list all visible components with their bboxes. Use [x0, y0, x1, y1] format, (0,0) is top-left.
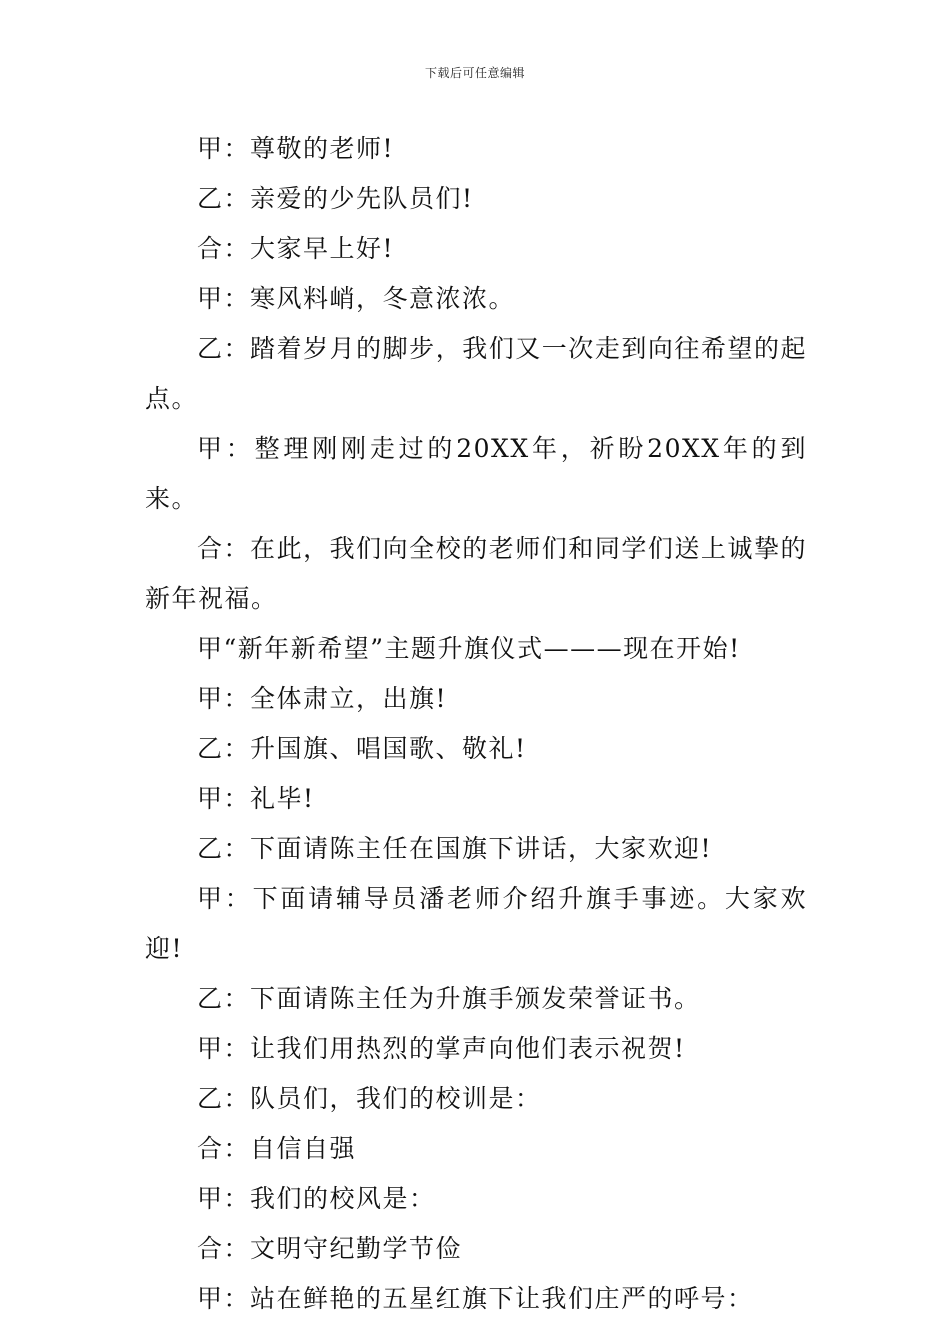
script-line: 甲：全体肃立，出旗!	[197, 684, 448, 713]
script-line: 合：大家早上好!	[197, 234, 395, 263]
script-line: 乙：下面请陈主任为升旗手颁发荣誉证书。	[197, 984, 701, 1013]
script-line: 甲：寒风料峭，冬意浓浓。	[197, 284, 516, 313]
script-line: 乙：亲爱的少先队员们!	[197, 184, 474, 213]
script-line: 乙：踏着岁月的脚步，我们又一次走到向往希望的起点。	[145, 334, 807, 413]
script-line: 合：自信自强	[197, 1134, 357, 1163]
script-line: 甲：下面请辅导员潘老师介绍升旗手事迹。大家欢迎!	[145, 884, 807, 963]
page-header-note: 下载后可任意编辑	[424, 66, 525, 80]
script-line: 甲：礼毕!	[197, 784, 315, 813]
script-line: 乙：队员们，我们的校训是：	[197, 1084, 542, 1113]
script-line: 甲：尊敬的老师!	[197, 134, 395, 163]
document-body	[145, 124, 807, 1324]
script-line: 甲：站在鲜艳的五星红旗下让我们庄严的呼号：	[197, 1284, 754, 1313]
script-line: 甲：我们的校风是：	[197, 1184, 436, 1213]
script-line: 合：文明守纪勤学节俭	[197, 1234, 463, 1263]
script-line: 乙：下面请陈主任在国旗下讲话，大家欢迎!	[197, 834, 713, 863]
script-line: 合：在此，我们向全校的老师们和同学们送上诚挚的新年祝福。	[145, 534, 807, 613]
script-line: 甲：让我们用热烈的掌声向他们表示祝贺!	[197, 1034, 686, 1063]
script-line: 乙：升国旗、唱国歌、敬礼!	[197, 734, 527, 763]
script-line: 甲：整理刚刚走过的20XX年，祈盼20XX年的到来。	[145, 434, 807, 513]
script-line: 甲“新年新希望”主题升旗仪式———现在开始!	[197, 634, 741, 663]
